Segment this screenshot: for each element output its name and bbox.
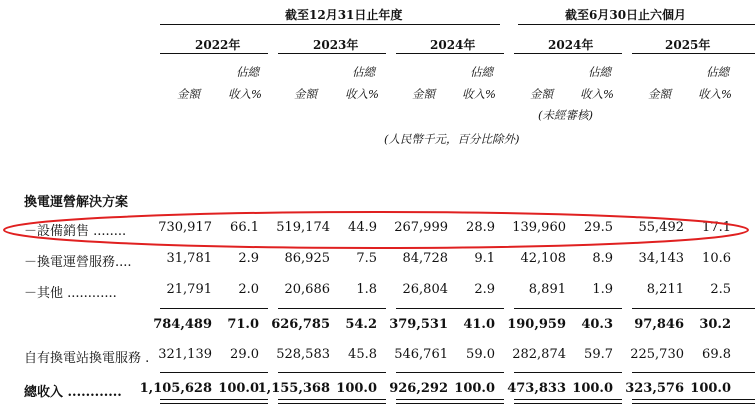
amount-cell: 626,785: [271, 317, 330, 332]
year-header: 2024年: [430, 38, 476, 52]
percent-cell: 28.9: [466, 220, 495, 235]
year-header: 2025年: [665, 38, 711, 52]
percent-cell: 44.9: [348, 220, 377, 235]
amount-cell: 321,139: [158, 347, 212, 362]
amount-cell: 225,730: [630, 347, 684, 362]
col-pct-top: 佔總: [352, 65, 375, 79]
section-title: 換電運營解決方案: [24, 195, 129, 210]
col-amount: 金額: [648, 87, 671, 101]
amount-cell: 21,791: [166, 282, 212, 297]
year-header: 2024年: [548, 38, 594, 52]
percent-cell: 2.5: [710, 282, 731, 297]
header-6m: 截至6月30日止六個月: [565, 8, 687, 22]
percent-cell: 17.1: [702, 220, 731, 235]
percent-cell: 41.0: [463, 317, 495, 332]
percent-cell: 2.0: [238, 282, 259, 297]
percent-cell: 69.8: [702, 347, 731, 362]
amount-cell: 55,492: [638, 220, 684, 235]
percent-cell: 45.8: [348, 347, 377, 362]
percent-cell: 1.8: [356, 282, 377, 297]
percent-cell: 100.0: [218, 381, 259, 396]
col-pct-bottom: 收入%: [345, 87, 379, 101]
percent-cell: 9.1: [474, 251, 495, 266]
col-pct-bottom: 收入%: [462, 87, 496, 101]
amount-cell: 97,846: [634, 317, 684, 332]
amount-cell: 784,489: [153, 317, 212, 332]
amount-cell: 8,891: [528, 282, 566, 297]
amount-cell: 26,804: [402, 282, 448, 297]
amount-cell: 8,211: [646, 282, 684, 297]
percent-cell: 40.3: [581, 317, 613, 332]
amount-cell: 282,874: [512, 347, 566, 362]
amount-cell: 926,292: [389, 381, 448, 396]
header-fy: 截至12月31日止年度: [285, 8, 403, 22]
amount-cell: 84,728: [402, 251, 448, 266]
col-pct-top: 佔總: [236, 65, 259, 79]
amount-cell: 86,925: [284, 251, 330, 266]
col-pct-bottom: 收入%: [580, 87, 614, 101]
col-amount: 金額: [294, 87, 317, 101]
amount-cell: 323,576: [625, 381, 684, 396]
year-header: 2022年: [195, 38, 241, 52]
amount-cell: 42,108: [520, 251, 566, 266]
col-amount: 金額: [412, 87, 435, 101]
percent-cell: 30.2: [699, 317, 731, 332]
percent-cell: 10.6: [702, 251, 731, 266]
percent-cell: 100.0: [454, 381, 495, 396]
year-header: 2023年: [313, 38, 359, 52]
amount-cell: 519,174: [276, 220, 330, 235]
unaudited-note: (未經審核): [538, 108, 593, 122]
amount-cell: 528,583: [276, 347, 330, 362]
amount-cell: 473,833: [507, 381, 566, 396]
col-pct-top: 佔總: [706, 65, 729, 79]
col-pct-top: 佔總: [588, 65, 611, 79]
row-label: －其他 ............: [24, 286, 117, 301]
col-amount: 金額: [177, 87, 200, 101]
percent-cell: 8.9: [592, 251, 613, 266]
col-amount: 金額: [530, 87, 553, 101]
row-label: 總收入 ............: [24, 385, 122, 400]
percent-cell: 59.0: [466, 347, 495, 362]
percent-cell: 100.0: [690, 381, 731, 396]
percent-cell: 2.9: [238, 251, 259, 266]
col-pct-bottom: 收入%: [228, 87, 262, 101]
percent-cell: 1.9: [592, 282, 613, 297]
percent-cell: 54.2: [345, 317, 377, 332]
amount-cell: 20,686: [284, 282, 330, 297]
col-pct-top: 佔總: [470, 65, 493, 79]
percent-cell: 100.0: [572, 381, 613, 396]
row-label: －設備銷售 ........: [24, 224, 127, 239]
amount-cell: 31,781: [166, 251, 212, 266]
percent-cell: 59.7: [584, 347, 613, 362]
percent-cell: 2.9: [474, 282, 495, 297]
percent-cell: 66.1: [230, 220, 259, 235]
amount-cell: 139,960: [512, 220, 566, 235]
amount-cell: 34,143: [638, 251, 684, 266]
amount-cell: 546,761: [394, 347, 448, 362]
percent-cell: 100.0: [336, 381, 377, 396]
percent-cell: 29.0: [230, 347, 259, 362]
row-label: －換電運營服務....: [24, 255, 132, 270]
percent-cell: 71.0: [227, 317, 259, 332]
col-pct-bottom: 收入%: [698, 87, 732, 101]
amount-cell: 190,959: [507, 317, 566, 332]
row-label: 自有換電站換電服務 .: [24, 351, 150, 366]
unit-note: (人民幣千元，百分比除外): [384, 132, 520, 146]
amount-cell: 1,155,368: [257, 381, 330, 396]
amount-cell: 379,531: [389, 317, 448, 332]
percent-cell: 7.5: [356, 251, 377, 266]
amount-cell: 1,105,628: [139, 381, 212, 396]
amount-cell: 267,999: [394, 220, 448, 235]
percent-cell: 29.5: [584, 220, 613, 235]
amount-cell: 730,917: [158, 220, 212, 235]
